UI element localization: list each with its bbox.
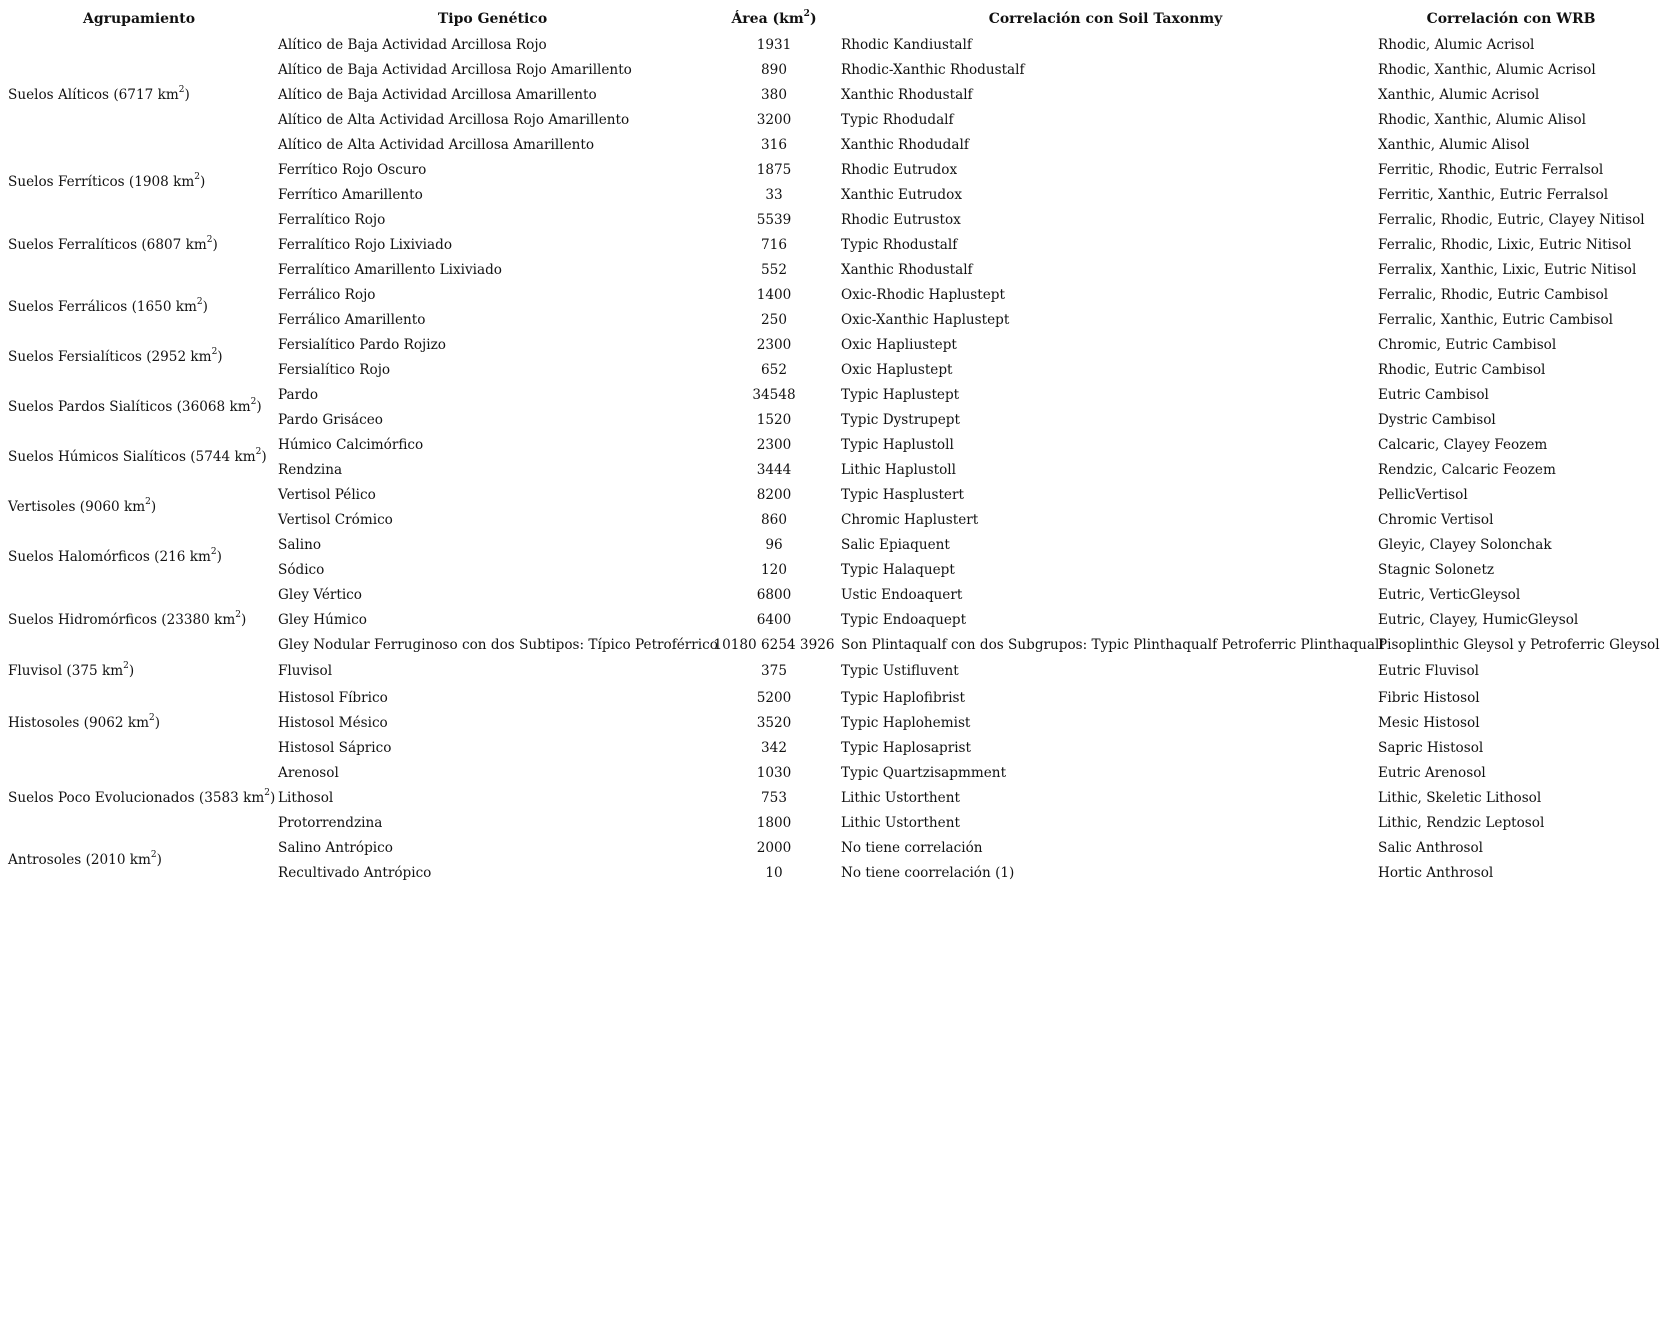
wrb-cell: Ferritic, Rhodic, Eutric Ferralsol: [1378, 161, 1604, 178]
type-cell: Alítico de Alta Actividad Arcillosa Rojo Amarillento: [278, 111, 630, 128]
taxonomy-cell: Oxic Haplustept: [841, 361, 953, 378]
wrb-cell: Xanthic, Alumic Acrisol: [1378, 86, 1540, 103]
taxonomy-cell: Rhodic Eutrudox: [841, 161, 958, 178]
taxonomy-cell: Rhodic Eutrustox: [841, 211, 961, 228]
group-cell: Antrosoles (2010 $km^2$): [8, 850, 162, 868]
area-cell: 3444: [756, 461, 792, 478]
type-cell: Fersialítico Pardo Rojizo: [278, 336, 446, 353]
taxonomy-cell: Xanthic Rhodudalf: [841, 136, 969, 153]
wrb-cell: Rhodic, Xanthic, Alumic Acrisol: [1378, 61, 1596, 78]
taxonomy-cell: Salic Epiaquent: [841, 536, 950, 553]
type-cell: Ferrálico Amarillento: [278, 311, 426, 328]
header-wrb: Correlación con WRB: [1426, 11, 1596, 27]
area-cell: 8200: [756, 486, 792, 503]
type-cell: Alítico de Baja Actividad Arcillosa Amarillento: [278, 86, 597, 103]
type-cell: Vertisol Crómico: [278, 511, 393, 528]
table-row: [4, 582, 1648, 607]
area-cell: 5200: [756, 689, 792, 706]
taxonomy-cell: Typic Haplohemist: [841, 714, 971, 731]
wrb-cell: Hortic Anthrosol: [1378, 864, 1494, 881]
area-cell: 34548: [752, 386, 796, 403]
type-cell: Ferrítico Amarillento: [278, 186, 423, 203]
taxonomy-cell: Rhodic-Xanthic Rhodustalf: [841, 61, 1025, 78]
type-cell: Fluvisol: [278, 663, 333, 679]
taxonomy-cell: Oxic-Xanthic Haplustept: [841, 311, 1010, 328]
taxonomy-cell: Typic Rhodudalf: [841, 111, 954, 128]
wrb-cell: Mesic Histosol: [1378, 714, 1480, 731]
wrb-cell: Rhodic, Alumic Acrisol: [1378, 36, 1535, 53]
taxonomy-cell: Typic Hasplustert: [841, 486, 964, 503]
area-cell: 10: [765, 864, 783, 881]
group-cell: Suelos Halomórficos (216 $km^2$): [8, 547, 222, 565]
area-cell: 753: [761, 789, 787, 806]
wrb-cell: Eutric Cambisol: [1378, 386, 1489, 403]
header-row: [4, 6, 1648, 32]
taxonomy-cell: Lithic Haplustoll: [841, 461, 956, 478]
taxonomy-cell: Ustic Endoaquert: [841, 586, 963, 603]
table-row: [4, 482, 1648, 507]
taxonomy-cell: Son Plintaqualf con dos Subgrupos: Typic Plinthaqualf Petroferric Plinthaqualf: [841, 636, 1385, 653]
group-cell: Fluvisol (375 $km^2$): [8, 661, 135, 679]
type-cell: Salino: [278, 536, 322, 553]
table-row: [4, 32, 1648, 57]
area-cell: 2000: [756, 839, 792, 856]
table-row: [4, 532, 1648, 557]
type-cell: Ferralítico Amarillento Lixiviado: [278, 261, 502, 278]
group-cell: Suelos Alíticos (6717 $km^2$): [8, 84, 190, 103]
wrb-cell: Stagnic Solonetz: [1378, 561, 1495, 578]
wrb-cell: Ferralic, Xanthic, Eutric Cambisol: [1378, 311, 1614, 328]
table-row: [4, 685, 1648, 710]
taxonomy-cell: No tiene correlación: [841, 839, 983, 856]
type-cell: Fersialítico Rojo: [278, 361, 391, 378]
area-cell: 380: [761, 86, 787, 103]
table-row: [4, 282, 1648, 307]
type-cell: Recultivado Antrópico: [278, 864, 432, 881]
wrb-cell: Ferralic, Rhodic, Lixic, Eutric Nitisol: [1378, 236, 1632, 253]
type-cell: Protorrendzina: [278, 814, 383, 831]
wrb-cell: Rendzic, Calcaric Feozem: [1378, 461, 1556, 478]
table-row: [4, 207, 1648, 232]
area-cell: 2300: [756, 336, 792, 353]
area-cell: 120: [761, 561, 787, 578]
wrb-cell: Calcaric, Clayey Feozem: [1378, 436, 1548, 453]
type-cell: Histosol Mésico: [278, 714, 388, 731]
wrb-cell: Ferritic, Xanthic, Eutric Ferralsol: [1378, 186, 1609, 203]
wrb-cell: Rhodic, Xanthic, Alumic Alisol: [1378, 111, 1586, 128]
header-type: Tipo Genético: [437, 11, 548, 27]
header-taxonomy: Correlación con Soil Taxonmy: [988, 11, 1223, 27]
header-area: Área $(km^2)$: [731, 9, 817, 27]
area-cell: 10180 6254 3926: [713, 636, 835, 653]
wrb-cell: Eutric, Clayey, HumicGleysol: [1378, 611, 1579, 628]
taxonomy-cell: Typic Rhodustalf: [841, 236, 958, 253]
type-cell: Ferrálico Rojo: [278, 286, 376, 303]
wrb-cell: Chromic, Eutric Cambisol: [1378, 336, 1557, 353]
area-cell: 250: [761, 311, 787, 328]
group-cell: Suelos Ferrálicos (1650 $km^2$): [8, 297, 208, 315]
area-cell: 716: [761, 236, 787, 253]
type-cell: Salino Antrópico: [278, 839, 393, 856]
taxonomy-cell: Chromic Haplustert: [841, 511, 979, 528]
area-cell: 5539: [756, 211, 792, 228]
wrb-cell: Pisoplinthic Gleysol y Petroferric Gleysol: [1378, 636, 1660, 653]
table-row: [4, 657, 1648, 685]
taxonomy-cell: Rhodic Kandiustalf: [841, 36, 972, 53]
type-cell: Pardo: [278, 386, 319, 403]
area-cell: 552: [761, 261, 787, 278]
type-cell: Alítico de Baja Actividad Arcillosa Rojo: [278, 36, 547, 53]
group-cell: Suelos Ferralíticos (6807 $km^2$): [8, 234, 218, 253]
wrb-cell: Gleyic, Clayey Solonchak: [1378, 536, 1552, 553]
wrb-cell: Rhodic, Eutric Cambisol: [1378, 361, 1546, 378]
area-cell: 33: [765, 186, 783, 203]
table-row: [4, 760, 1648, 785]
taxonomy-cell: Xanthic Eutrudox: [841, 186, 962, 203]
taxonomy-cell: Typic Dystrupept: [841, 411, 960, 428]
taxonomy-cell: Typic Endoaquept: [841, 611, 967, 628]
type-cell: Pardo Grisáceo: [278, 411, 383, 428]
taxonomy-cell: Typic Haplustoll: [841, 436, 954, 453]
area-cell: 1800: [756, 814, 792, 831]
type-cell: Ferrítico Rojo Oscuro: [278, 161, 427, 178]
table-row: [4, 835, 1648, 860]
table-row: [4, 432, 1648, 457]
wrb-cell: Salic Anthrosol: [1378, 839, 1484, 856]
taxonomy-cell: Lithic Ustorthent: [841, 814, 960, 831]
taxonomy-cell: Typic Haplosaprist: [841, 739, 971, 756]
group-cell: Histosoles (9062 $km^2$): [8, 712, 161, 731]
wrb-cell: Ferralix, Xanthic, Lixic, Eutric Nitisol: [1378, 261, 1637, 278]
table-row: [4, 332, 1648, 357]
type-cell: Alítico de Alta Actividad Arcillosa Amarillento: [278, 136, 595, 153]
area-cell: 1400: [756, 286, 792, 303]
wrb-cell: Xanthic, Alumic Alisol: [1378, 136, 1530, 153]
group-cell: Suelos Pardos Sialíticos (36068 $km^2$): [8, 397, 262, 415]
type-cell: Ferralítico Rojo Lixiviado: [278, 236, 453, 253]
taxonomy-cell: Typic Haplofibrist: [841, 689, 965, 706]
group-cell: Suelos Ferríticos (1908 $km^2$): [8, 172, 206, 190]
group-cell: Vertisoles (9060 $km^2$): [8, 497, 157, 515]
type-cell: Vertisol Pélico: [278, 486, 376, 503]
taxonomy-cell: Typic Ustifluvent: [841, 663, 959, 679]
type-cell: Rendzina: [278, 461, 343, 478]
type-cell: Gley Vértico: [278, 586, 362, 603]
group-cell: Suelos Húmicos Sialíticos (5744 $km^2$): [8, 447, 267, 465]
type-cell: Arenosol: [278, 764, 339, 781]
area-cell: 860: [761, 511, 787, 528]
taxonomy-cell: Typic Halaquept: [841, 561, 955, 578]
wrb-cell: Lithic, Rendzic Leptosol: [1378, 814, 1545, 831]
soil-correlation-table: [4, 6, 1660, 885]
taxonomy-cell: Typic Haplustept: [841, 386, 960, 403]
type-cell: Húmico Calcimórfico: [278, 436, 424, 453]
area-cell: 316: [761, 136, 787, 153]
area-cell: 1931: [756, 36, 792, 53]
wrb-cell: Eutric Arenosol: [1378, 764, 1486, 781]
area-cell: 3520: [756, 714, 792, 731]
taxonomy-cell: Oxic-Rhodic Haplustept: [841, 286, 1005, 303]
table-row: [4, 157, 1648, 182]
wrb-cell: Lithic, Skeletic Lithosol: [1378, 789, 1542, 806]
wrb-cell: Ferralic, Rhodic, Eutric Cambisol: [1378, 286, 1609, 303]
taxonomy-cell: Xanthic Rhodustalf: [841, 261, 973, 278]
wrb-cell: Sapric Histosol: [1378, 739, 1484, 756]
taxonomy-cell: Lithic Ustorthent: [841, 789, 960, 806]
group-cell: Suelos Fersialíticos (2952 $km^2$): [8, 347, 223, 365]
area-cell: 342: [761, 739, 787, 756]
area-cell: 652: [761, 361, 787, 378]
type-cell: Histosol Sáprico: [278, 739, 392, 756]
wrb-cell: Dystric Cambisol: [1378, 411, 1496, 428]
taxonomy-cell: No tiene coorrelación (1): [841, 864, 1015, 881]
wrb-cell: Chromic Vertisol: [1378, 511, 1494, 528]
area-cell: 1520: [756, 411, 792, 428]
area-cell: 3200: [756, 111, 792, 128]
type-cell: Gley Húmico: [278, 611, 367, 628]
area-cell: 96: [765, 536, 783, 553]
area-cell: 2300: [756, 436, 792, 453]
area-cell: 1875: [756, 161, 792, 178]
area-cell: 1030: [756, 764, 792, 781]
type-cell: Lithosol: [278, 789, 334, 806]
taxonomy-cell: Xanthic Rhodustalf: [841, 86, 973, 103]
wrb-cell: Eutric, VerticGleysol: [1378, 586, 1521, 603]
area-cell: 6400: [756, 611, 792, 628]
group-cell: Suelos Hidromórficos (23380 $km^2$): [8, 609, 247, 628]
type-cell: Sódico: [278, 561, 325, 578]
type-cell: Ferralítico Rojo: [278, 211, 386, 228]
area-cell: 375: [761, 663, 787, 679]
type-cell: Alítico de Baja Actividad Arcillosa Rojo Amarillento: [278, 61, 632, 78]
type-cell: Histosol Fíbrico: [278, 689, 388, 706]
taxonomy-cell: Typic Quartzisapmment: [841, 764, 1007, 781]
wrb-cell: Ferralic, Rhodic, Eutric, Clayey Nitisol: [1378, 211, 1645, 228]
group-cell: Suelos Poco Evolucionados (3583 $km^2$): [8, 787, 276, 806]
taxonomy-cell: Oxic Hapliustept: [841, 336, 957, 353]
wrb-cell: Eutric Fluvisol: [1378, 663, 1479, 679]
area-cell: 890: [761, 61, 787, 78]
type-cell: Gley Nodular Ferruginoso con dos Subtipos: Típico Petroférrico: [278, 636, 718, 653]
header-group: Agrupamiento: [82, 11, 196, 27]
table-row: [4, 382, 1648, 407]
area-cell: 6800: [756, 586, 792, 603]
wrb-cell: PellicVertisol: [1378, 486, 1468, 503]
wrb-cell: Fibric Histosol: [1378, 689, 1480, 706]
